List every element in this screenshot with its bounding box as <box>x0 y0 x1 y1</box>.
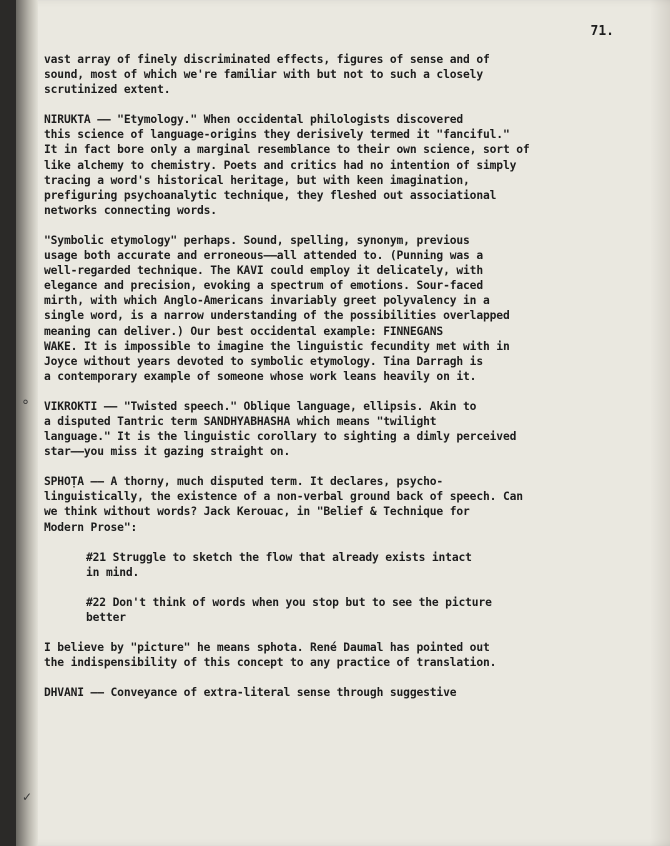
paragraph-nirukta: NIRUKTA —— "Etymology." When occidental philologists discovered this science of language-origins they derisively termed it "fanciful." It in fact bore only a marginal resemblance to their own science, sort of like alchemy to chemistry. Poets and critics had no intention of simply tracing a word's historical heritage, but with keen imagination, prefiguring psychoanalytic technique, they fleshed out associational networks connecting words. <box>44 113 530 217</box>
paragraph-symbolic-etymology: "Symbolic etymology" perhaps. Sound, spelling, synonym, previous usage both accurate and erroneous——all attended to. (Punning was a well-regarded technique. The KAVI could employ it delicately, with elegance and precision, evoking a spectrum of emotions. Sour-faced mirth, with which Anglo-Americans invariably greet polyvalency in a single word, is a narrow understanding of the possibilities overlapped meaning can deliver.) Our best occidental example: FINNEGANS WAKE. It is impossible to imagine the linguistic fecundity met with in Joyce without years devoted to symbolic etymology. Tina Darragh is a contemporary example of someone whose work leans heavily on it. <box>44 233 510 383</box>
margin-check-mark: ✓ <box>22 790 33 804</box>
page-number: 71. <box>590 24 614 39</box>
paragraph-picture: I believe by "picture" he means sphota. René Daumal has pointed out the indispensibility of this concept to any practice of translation. <box>44 641 497 670</box>
book-page <box>16 0 670 846</box>
margin-mark: ° <box>22 398 29 414</box>
paragraph-dhvani: DHVANI —— Conveyance of extra-literal sense through suggestive <box>44 686 457 700</box>
quote-22: #22 Don't think of words when you stop but to see the picture better <box>86 595 492 624</box>
paragraph-vikrokti: VIKROKTI —— "Twisted speech." Oblique language, ellipsis. Akin to a disputed Tantric term SANDHYABHASHA which means "twilight language." It is the linguistic corollary to sighting a dimly perceived star——you miss it gazing straight on. <box>44 399 517 459</box>
body-text <box>44 52 634 715</box>
quote-21: #21 Struggle to sketch the flow that already exists intact in mind. <box>86 550 472 579</box>
page-gutter <box>16 0 38 846</box>
page-edge-shadow <box>650 0 670 846</box>
paragraph-sphota: SPHOṬA —— A thorny, much disputed term. It declares, psycho- linguistically, the existence of a non-verbal ground back of speech. Can we think without words? Jack Kerouac, in "Belief & Technique for Modern Prose": <box>44 475 523 534</box>
paragraph-effects: vast array of finely discriminated effects, figures of sense and of sound, most of which we're familiar with but not to such a closely scrutinized extent. <box>44 53 490 97</box>
